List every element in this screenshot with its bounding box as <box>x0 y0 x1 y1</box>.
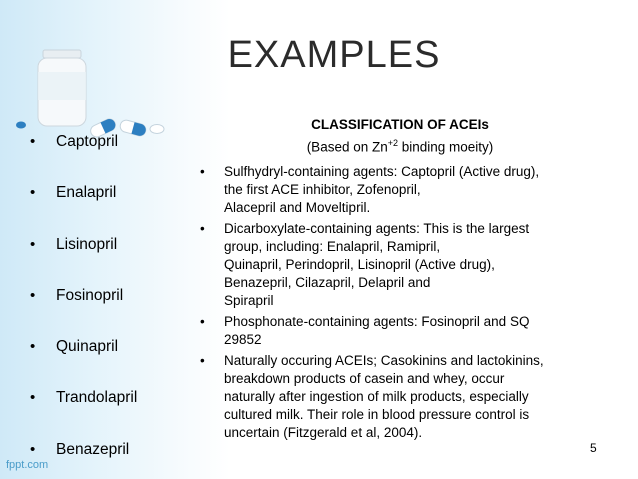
drug-name: Fosinopril <box>56 286 124 304</box>
classification-subheading <box>200 138 600 155</box>
list-item <box>30 236 137 287</box>
text-line: breakdown products of casein and whey, occur <box>224 371 505 386</box>
classification-item <box>200 163 605 217</box>
text-line: Sulfhydryl-containing agents: Captopril (Active drug), <box>224 164 540 179</box>
text-line: group, including: Enalapril, Ramipril, <box>224 239 441 254</box>
bullet-icon: • <box>30 338 36 356</box>
drug-name: Captopril <box>56 133 119 150</box>
text-line: Benazepril, Cilazapril, Delapril and <box>224 275 431 290</box>
bullet-icon: • <box>200 353 205 368</box>
classification-text <box>224 352 544 442</box>
footer-brand: fppt.com <box>6 459 49 471</box>
list-item <box>30 389 137 440</box>
text-line: Phosphonate-containing agents: Fosinopril and SQ <box>224 314 530 329</box>
text-line: naturally after ingestion of milk products, especially <box>224 389 529 404</box>
classification-text <box>224 313 529 349</box>
bullet-icon: • <box>30 440 36 458</box>
drug-name: Trandolapril <box>56 389 138 407</box>
bullet-icon: • <box>200 221 205 236</box>
zinc-charge: +2 <box>387 138 398 148</box>
page-number: 5 <box>590 441 597 455</box>
subheading-text: (Based on Zn <box>306 139 388 155</box>
text-line: Quinapril, Perindopril, Lisinopril (Active drug), <box>224 257 495 272</box>
bullet-icon: • <box>30 286 36 304</box>
drug-name: Lisinopril <box>56 235 118 253</box>
classification-heading: CLASSIFICATION OF ACEIs <box>311 117 489 132</box>
subheading-text-end: binding moeity) <box>398 139 494 155</box>
bullet-icon: • <box>30 133 36 150</box>
drug-name: Enalapril <box>56 184 117 202</box>
text-line: cultured milk. Their role in blood pressure control is <box>224 407 530 422</box>
bullet-icon: • <box>200 164 205 179</box>
text-line: Naturally occuring ACEIs; Casokinins and lactokinins, <box>224 353 544 368</box>
text-line: uncertain (Fitzgerald et al, 2004). <box>224 425 423 440</box>
list-item <box>30 133 137 184</box>
drug-name: Quinapril <box>56 338 119 356</box>
classification-text <box>224 163 539 217</box>
classification-item <box>200 352 605 442</box>
classification-list <box>200 163 605 445</box>
slide-title: EXAMPLES <box>227 34 441 76</box>
classification-item <box>200 220 605 310</box>
bullet-icon: • <box>30 389 36 407</box>
drug-name: Benazepril <box>56 440 130 458</box>
list-item <box>30 338 137 389</box>
drug-list <box>30 133 137 479</box>
bullet-icon: • <box>200 314 205 329</box>
bullet-icon: • <box>30 184 36 202</box>
text-line: Spirapril <box>224 293 274 308</box>
bullet-icon: • <box>30 235 36 253</box>
text-line: Dicarboxylate-containing agents: This is the largest <box>224 221 530 236</box>
list-item <box>30 287 137 338</box>
text-line: 29852 <box>224 332 262 347</box>
text-line: Alacepril and Moveltipril. <box>224 200 371 215</box>
text-line: the first ACE inhibitor, Zofenopril, <box>224 182 421 197</box>
list-item <box>30 184 137 235</box>
classification-text <box>224 220 529 310</box>
classification-item <box>200 313 605 349</box>
